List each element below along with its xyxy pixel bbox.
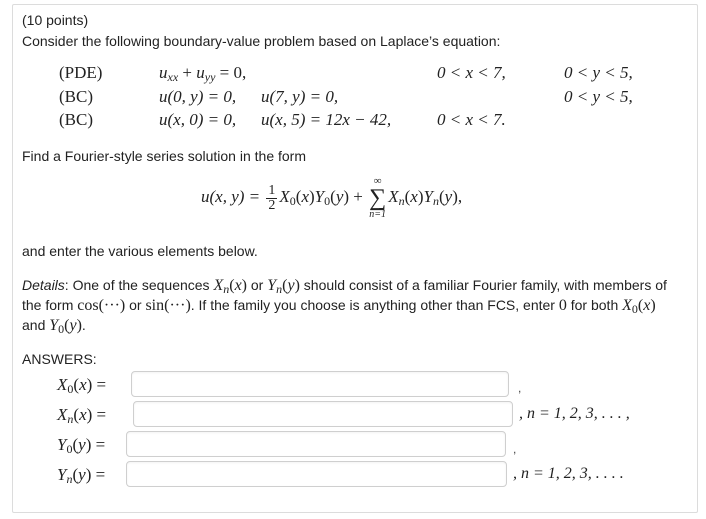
pde-domain-y: 0 < y < 5,: [564, 63, 633, 82]
answer-label-yn: Yn(y) =: [57, 465, 106, 486]
details-line-2: the form cos(···) or sin(···). If the family you choose is anything other than FCS, enter 0 for both $X_0(x)$: [22, 297, 656, 316]
problem-intro: Consider the following boundary-value problem based on Laplace’s equation:: [22, 33, 501, 49]
series-prompt: Find a Fourier-style series solution in the form: [22, 148, 306, 164]
answers-heading: ANSWERS:: [22, 351, 97, 367]
yn-input[interactable]: [126, 461, 507, 487]
pde-equation: uxx + uyy = 0,: [159, 63, 247, 84]
x0-input[interactable]: [131, 371, 509, 397]
yn-suffix: , n = 1, 2, 3, . . . .: [513, 465, 624, 482]
series-lhs: u(x, y) =: [201, 186, 261, 206]
answer-label-xn: Xn(x) =: [57, 405, 107, 426]
bc2-right: u(x, 5) = 12x − 42,: [261, 110, 392, 129]
bc1-left: u(0, y) = 0,: [159, 87, 237, 106]
question-panel: [12, 4, 698, 513]
points-label: (10 points): [22, 12, 89, 28]
answer-label-x0: $X_0(x)$ =: [57, 375, 107, 396]
x0-suffix: ,: [518, 381, 522, 395]
enter-instruction: and enter the various elements below.: [22, 243, 258, 259]
tag-pde: (PDE): [59, 63, 103, 82]
half-fraction: $\frac{1}{2}$: [268, 182, 276, 213]
bc2-left: u(x, 0) = 0,: [159, 110, 237, 129]
details-line-3: and $Y_0(y)$.: [22, 317, 86, 336]
bc1-right: u(7, y) = 0,: [261, 87, 339, 106]
bc2-domain: 0 < x < 7.: [437, 110, 506, 129]
xn-input[interactable]: [133, 401, 513, 427]
answer-label-y0: $Y_0(y)$ =: [57, 435, 106, 456]
tag-bc-1: (BC): [59, 87, 93, 106]
summation-symbol: ∞ ∑ n=1: [369, 175, 387, 220]
pde-rhs: = 0,: [219, 63, 247, 82]
y0-suffix: ,: [513, 442, 517, 456]
tag-bc-2: (BC): [59, 110, 93, 129]
xn-suffix: , n = 1, 2, 3, . . . ,: [519, 405, 630, 422]
pde-domain-x: 0 < x < 7,: [437, 63, 506, 82]
y0-input[interactable]: [126, 431, 506, 457]
series-formula: u(x, y) = $\frac{1}{2}$ $X_0(x)Y_0(y)$ + ∞ ∑ n=1 Xn(x)Yn(y),: [201, 175, 463, 220]
bc1-domain: 0 < y < 5,: [564, 87, 633, 106]
details-line-1: Details: One of the sequences Xn(x) or Yn(y) should consist of a familiar Fourier family, with members of: [22, 277, 667, 296]
